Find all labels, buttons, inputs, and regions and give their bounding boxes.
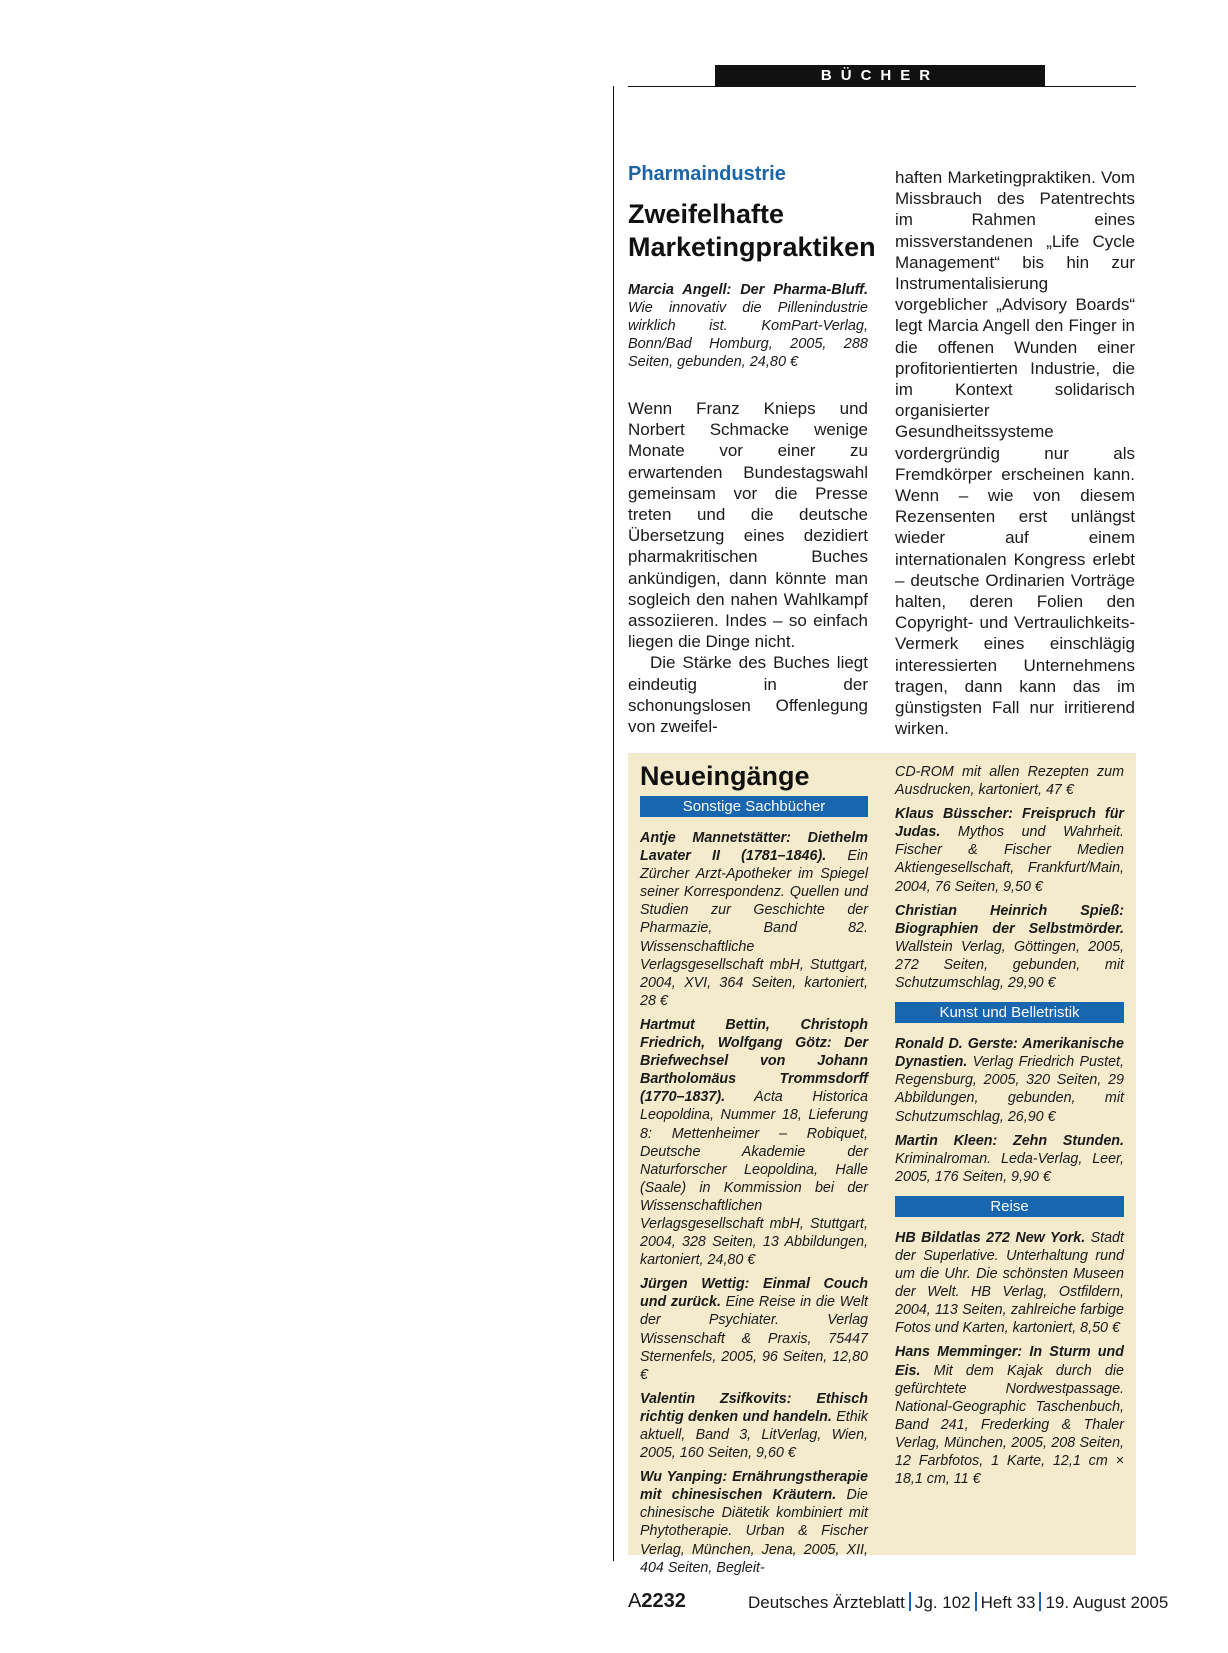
separator xyxy=(1039,1592,1041,1611)
volume: Jg. 102 xyxy=(914,1593,971,1612)
book-entry xyxy=(895,1035,1124,1125)
box-column-2 xyxy=(895,763,1124,1494)
issue: Heft 33 xyxy=(980,1593,1036,1612)
page-value: 2232 xyxy=(641,1590,686,1612)
book-entry-details: Stadt der Superlative. Unterhaltung rund um die Uhr. Die schönsten Museen der Welt. HB Verlag, Ostfildern, 2004, 113 Seiten, zahlreiche farbige Fotos und Karten, kartoniert, 8,50 € xyxy=(895,1229,1124,1337)
category-heading: Kunst und Belletristik xyxy=(895,1002,1124,1023)
book-entry xyxy=(640,1275,868,1384)
publication-info xyxy=(748,1592,1168,1613)
book-entry-title: Christian Heinrich Spieß: Biographien der Selbstmörder. xyxy=(895,902,1124,937)
category-heading: Reise xyxy=(895,1196,1124,1217)
journal-name: Deutsches Ärzteblatt xyxy=(748,1593,905,1612)
book-entry-details: Mit dem Kajak durch die gefürchtete Nordwestpassage. National-Geographic Taschenbuch, Band 241, Frederking & Thaler Verlag, München, 2005, 208 Seiten, 12 Farbfotos, 1 Karte, 12,1 cm × 18,1 cm, 11 € xyxy=(895,1362,1124,1488)
book-entry-details: Eine Reise in die Welt der Psychiater. Verlag Wissenschaft & Praxis, 75447 Sternenfels, 2005, 96 Seiten, 12,80 € xyxy=(640,1294,868,1383)
category-heading: Sonstige Sachbücher xyxy=(640,796,868,817)
book-entry-title: Ronald D. Gerste: Amerikanische Dynastien. xyxy=(895,1036,1124,1071)
article-paragraph-2-continued: haften Marketingpraktiken. Vom Missbrauch des Patentrechts im Rahmen eines missverstandenen „Life Cycle Management“ bis hin zur Instrumentalisierung vorgeblicher „Advisory Boards“ legt Marcia Angell den Finger in die offenen Wunden einer profitorientierten Industrie, die im Kontext solidarisch organisierter Gesundheitssysteme vordergründig nur als Fremdkörper erscheinen kann. Wenn – wie von diesem Rezensenten erst unlängst wieder auf einem internationalen Kongress erlebt – deutsche Ordinarien Vorträge halten, deren Folien den Copyright- und Vertraulichkeits-Vermerk eines einschlägig interessierten Unternehmens tragen, dann kann das im günstigsten Fall nur irritierend wirken. xyxy=(895,168,1135,739)
page-prefix: A xyxy=(628,1590,642,1612)
book-entry-details: Wallstein Verlag, Göttingen, 2005, 272 Seiten, gebunden, mit Schutzumschlag, 29,90 € xyxy=(895,938,1124,992)
book-entry xyxy=(640,1468,868,1577)
section-label: BÜCHER xyxy=(715,65,1045,86)
article-paragraph-1: Wenn Franz Knieps und Norbert Schmacke wenige Monate vor einer zu erwartenden Bundestagswahl gemeinsam vor die Presse treten und die deutsche Übersetzung eines dezidiert pharmakritischen Buches ankündigen, dann könnte man sogleich den nahen Wahlkampf assoziieren. Indes – so einfach liegen die Dinge nicht. xyxy=(628,399,868,652)
book-entry xyxy=(895,805,1124,895)
book-entry-details: Verlag Friedrich Pustet, Regensburg, 2005, 320 Seiten, 29 Abbildungen, gebunden, mit Schutzumschlag, 26,90 € xyxy=(895,1054,1124,1125)
page-number xyxy=(628,1590,686,1613)
book-entry-details: Acta Historica Leopoldina, Nummer 18, Lieferung 8: Mettenheimer – Robiquet, Deutsche Akademie der Naturforscher Leopoldina, Halle (Saale) in Kommission bei der Wissenschaftlichen Verlagsgesellschaft mbH, Stuttgart, 2004, 328 Seiten, 13 Abbildungen, kartoniert, 24,80 € xyxy=(640,1089,868,1269)
book-entry-details: Kriminalroman. Leda-Verlag, Leer, 2005, 176 Seiten, 9,90 € xyxy=(895,1150,1124,1185)
book-entry-title: Antje Mannetstätter: Diethelm Lavater II (1781–1846). xyxy=(640,830,868,865)
book-reference-title: Marcia Angell: Der Pharma-Bluff. xyxy=(628,282,868,298)
article-column-1 xyxy=(628,398,868,737)
book-entry-title: Klaus Büsscher: Freispruch für Judas. xyxy=(895,806,1124,841)
book-entry-details: Die chinesische Diätetik kombiniert mit Phytotherapie. Urban & Fischer Verlag, München, Jena, 2005, XII, 404 Seiten, Begleit- xyxy=(640,1487,868,1576)
book-entry-title: Hans Memminger: In Sturm und Eis. xyxy=(895,1344,1124,1379)
book-entry xyxy=(640,1016,868,1269)
book-entry-details: Ethik aktuell, Band 3, LitVerlag, Wien, 2005, 160 Seiten, 9,60 € xyxy=(640,1408,868,1462)
article-kicker: Pharmaindustrie xyxy=(628,163,786,185)
book-entry xyxy=(640,829,868,1010)
header-rule xyxy=(628,86,1136,87)
book-reference-details: Wie innovativ die Pillenindustrie wirklich ist. KomPart-Verlag, Bonn/Bad Homburg, 2005, 288 Seiten, gebunden, 24,80 € xyxy=(628,300,868,370)
separator xyxy=(909,1592,911,1611)
book-entry-details: Ein Zürcher Arzt-Apotheker im Spiegel seiner Korrespondenz. Quellen und Studien zur Geschichte der Pharmazie, Band 82. Wissenschaftliche Verlagsgesellschaft mbH, Stuttgart, 2004, XVI, 364 Seiten, kartoniert, 28 € xyxy=(640,848,868,1009)
book-entry xyxy=(895,1229,1124,1338)
book-entry-title: Wu Yanping: Ernährungstherapie mit chinesischen Kräutern. xyxy=(640,1469,868,1504)
column-rule xyxy=(613,86,614,1561)
separator xyxy=(975,1592,977,1611)
book-entry xyxy=(895,902,1124,992)
book-entry-title: Valentin Zsifkovits: Ethisch richtig denken und handeln. xyxy=(640,1390,868,1425)
book-entry xyxy=(895,1343,1124,1488)
issue-date: 19. August 2005 xyxy=(1045,1593,1169,1612)
book-entry-continued: CD-ROM mit allen Rezepten zum Ausdrucken, kartoniert, 47 € xyxy=(895,764,1124,799)
book-entry-title: HB Bildatlas 272 New York. xyxy=(895,1229,1086,1246)
article-headline: Zweifelhafte Marketingpraktiken xyxy=(628,199,876,262)
article-column-2 xyxy=(895,167,1135,739)
book-entry-details: Mythos und Wahrheit. Fischer & Fischer Medien Aktiengesellschaft, Frankfurt/Main, 2004, 76 Seiten, 9,50 € xyxy=(895,824,1124,895)
book-entry xyxy=(640,1390,868,1462)
box-column-1 xyxy=(640,786,868,1583)
book-entry-title: Martin Kleen: Zehn Stunden. xyxy=(895,1132,1124,1149)
book-reference xyxy=(628,281,868,371)
book-entry xyxy=(895,1132,1124,1186)
book-entry-title: Hartmut Bettin, Christoph Friedrich, Wolfgang Götz: Der Briefwechsel von Johann Bartholomäus Trommsdorff (1770–1837). xyxy=(640,1016,868,1106)
book-entry-title: Jürgen Wettig: Einmal Couch und zurück. xyxy=(640,1276,868,1311)
article-paragraph-2: Die Stärke des Buches liegt eindeutig in der schonungslosen Offenlegung von zweifel- xyxy=(628,653,868,737)
box-title: Neueingänge xyxy=(640,761,810,791)
